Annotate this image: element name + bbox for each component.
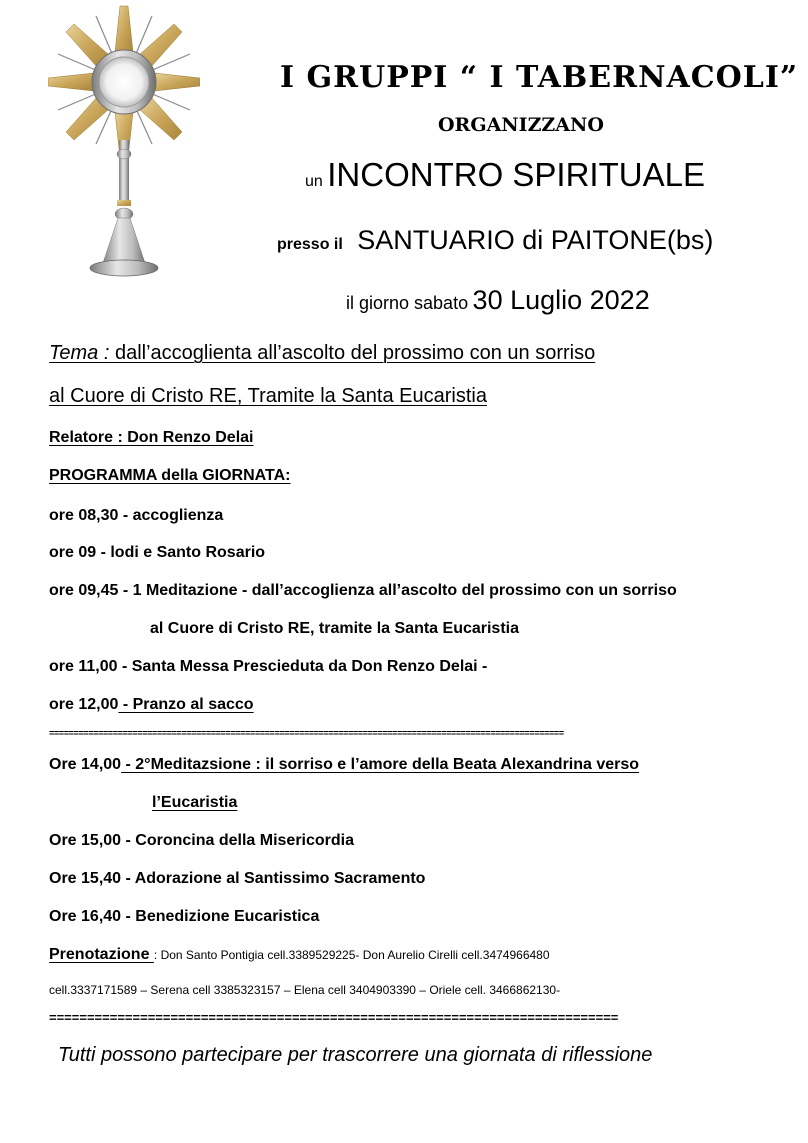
program-time: ore 11,00 <box>49 658 118 675</box>
program-text: - Pranzo al sacco <box>118 696 254 713</box>
program-time: ore 08,30 <box>49 507 119 524</box>
tema-text1: dall’accoglienta all’ascolto del prossimo con un sorriso <box>109 342 596 364</box>
prenotazione-label: Prenotazione <box>49 946 154 963</box>
programma-title: PROGRAMMA della GIORNATA: <box>49 467 291 484</box>
program-row <box>49 756 639 774</box>
program-row <box>49 696 254 714</box>
program-text: - lodi e Santo Rosario <box>96 544 266 561</box>
program-time: Ore 15,00 <box>49 832 122 849</box>
program-time: Ore 14,00 <box>49 756 122 773</box>
program-row <box>49 832 354 850</box>
program-text: - Santa Messa Prescieduta da Don Renzo Delai - <box>117 658 488 675</box>
prenotazione-contacts: : Don Santo Pontigia cell.3389529225- Don Aurelio Cirelli cell.3474966480 <box>153 948 550 962</box>
footer-invitation: Tutti possono partecipare per trascorrere una giornata di riflessione <box>58 1044 653 1066</box>
tema-label: Tema : <box>49 342 110 364</box>
place-line <box>277 225 713 256</box>
program-time: Ore 16,40 <box>49 908 122 925</box>
program-time: ore 12,00 <box>49 696 119 713</box>
program-row <box>49 908 319 926</box>
program-text: - accoglienza <box>118 507 224 524</box>
event-name: INCONTRO SPIRITUALE <box>327 156 705 193</box>
program-time: ore 09,45 <box>49 582 119 599</box>
program-row-continuation: al Cuore di Cristo RE, tramite la Santa Eucaristia <box>150 620 519 637</box>
date-value: 30 Luglio 2022 <box>472 285 650 315</box>
header-organizzano: ORGANIZZANO <box>438 114 604 136</box>
program-text: - Coroncina della Misericordia <box>121 832 355 849</box>
program-text: - 2°Meditazsione : il sorriso e l’amore della Beata Alexandrina verso <box>121 756 640 773</box>
separator-2: =========================================================================== <box>49 1010 619 1025</box>
program-time: ore 09 <box>49 544 97 561</box>
prenotazione-line1 <box>49 946 550 964</box>
event-prefix: un <box>305 173 323 190</box>
program-row <box>49 582 677 600</box>
relatore: Relatore : Don Renzo Delai <box>49 429 254 446</box>
tema-line2: al Cuore di Cristo RE, Tramite la Santa Eucaristia <box>49 385 487 407</box>
program-text: - Benedizione Eucaristica <box>121 908 320 925</box>
program-row <box>49 658 487 676</box>
monstrance-image <box>48 4 200 282</box>
header-title: I GRUPPI “ I TABERNACOLI” <box>280 60 799 95</box>
tema-line1 <box>49 342 595 365</box>
program-row <box>49 870 425 888</box>
place-prefix: presso il <box>277 236 343 253</box>
program-text: - Adorazione al Santissimo Sacramento <box>121 870 426 887</box>
place-name: SANTUARIO di PAITONE(bs) <box>357 225 714 255</box>
program-row-continuation: l’Eucaristia <box>152 794 238 811</box>
program-row <box>49 507 223 525</box>
prenotazione-line2: cell.3337171589 – Serena cell 3385323157 – Elena cell 3404903390 – Oriele cell. 3466862130- <box>49 983 561 997</box>
program-row <box>49 544 265 562</box>
date-prefix: il giorno sabato <box>346 293 469 313</box>
event-line <box>305 156 705 194</box>
program-text: - 1 Meditazione - dall’accoglienza all’ascolto del prossimo con un sorriso <box>118 582 677 599</box>
program-time: Ore 15,40 <box>49 870 122 887</box>
date-line <box>346 285 650 316</box>
separator-1: ========================================================================================================= <box>49 729 564 739</box>
